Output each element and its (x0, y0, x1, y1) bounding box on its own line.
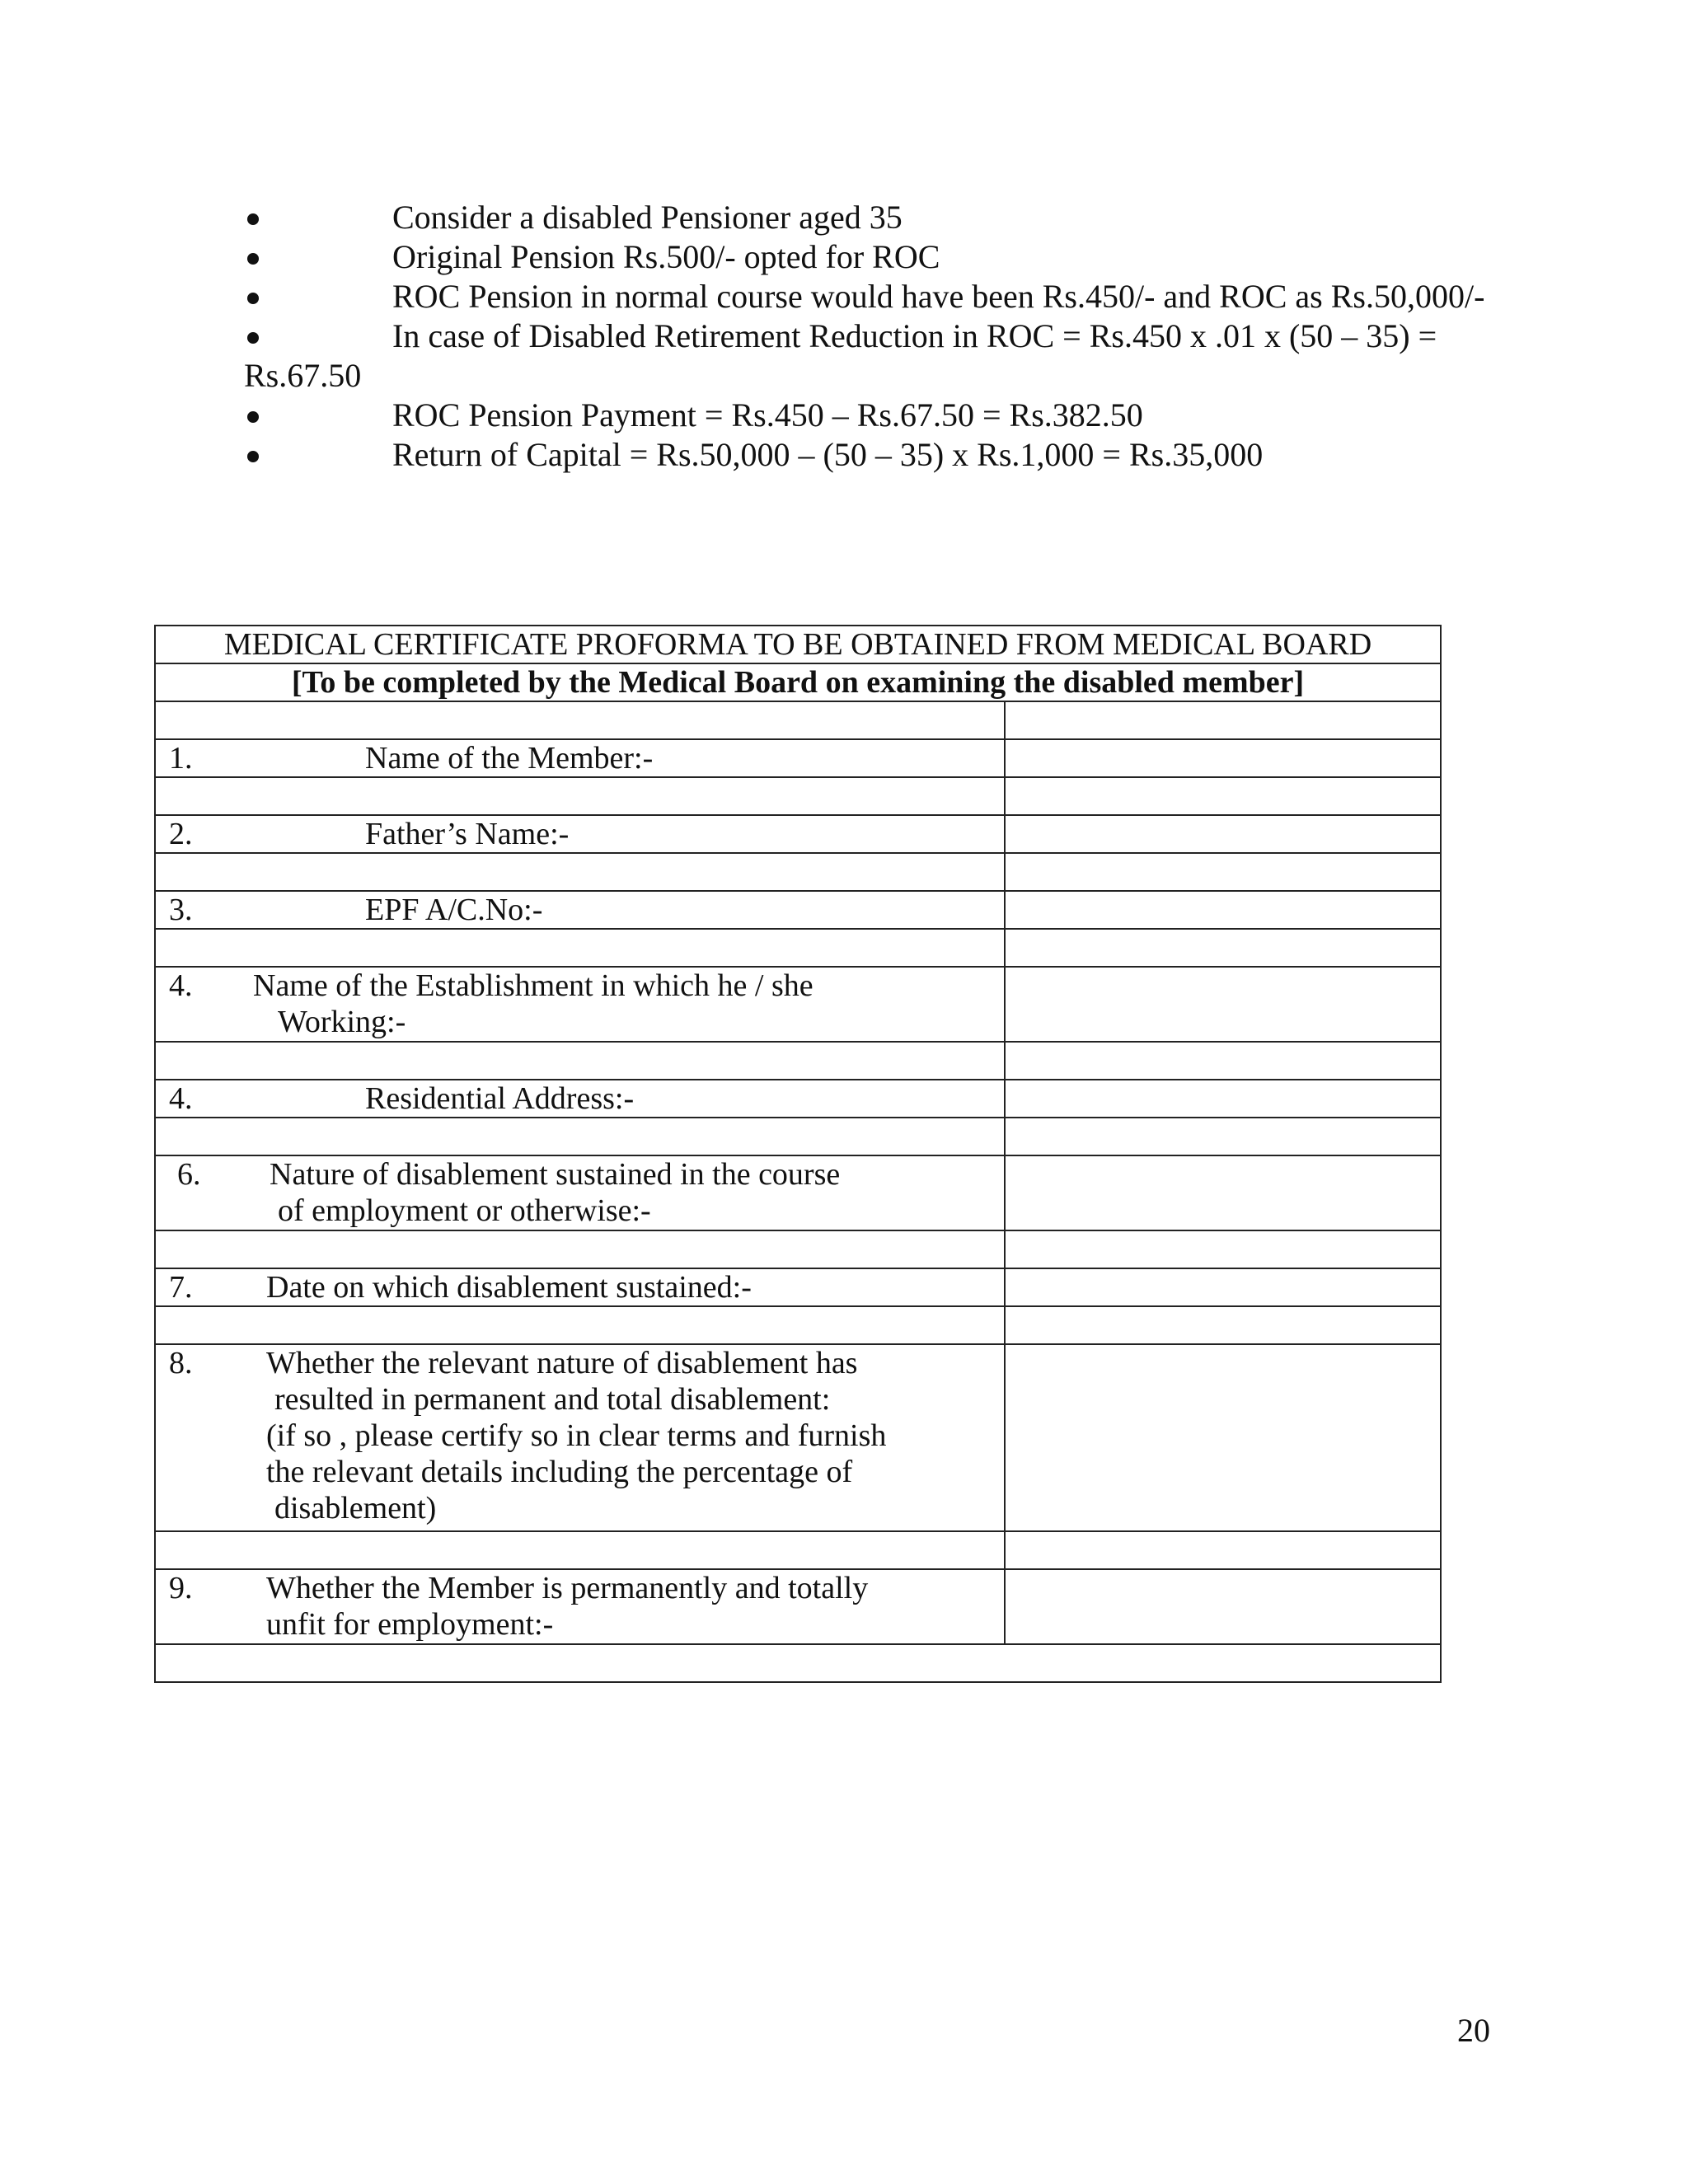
medical-certificate-form (154, 625, 1442, 1683)
member-name-field[interactable] (1005, 739, 1441, 777)
disablement-date-field[interactable] (1005, 1268, 1441, 1306)
item-number: 2. (169, 817, 193, 851)
form-label-cell (155, 815, 1005, 853)
form-label-cell (155, 1080, 1005, 1118)
item-label: Whether the relevant nature of disablement has (266, 1346, 858, 1380)
bullet-icon (247, 411, 259, 423)
form-row-nature-of-disablement (155, 1155, 1441, 1230)
item-label: Name of the Establishment in which he / she (253, 968, 814, 1003)
item-number: 6. (177, 1157, 201, 1192)
form-title: MEDICAL CERTIFICATE PROFORMA TO BE OBTAINED FROM MEDICAL BOARD (155, 626, 1441, 663)
item-label-continued: disablement) (274, 1491, 437, 1526)
bullet-icon (247, 213, 259, 225)
item-label-continued: resulted in permanent and total disablement: (274, 1382, 831, 1417)
bullet-icon (247, 253, 259, 265)
item-number: 7. (169, 1270, 193, 1305)
calculation-bullet-list (244, 198, 1530, 475)
blank-row (155, 853, 1441, 891)
form-row-permanent-disablement (155, 1344, 1441, 1531)
item-label-continued: of employment or otherwise:- (278, 1193, 651, 1228)
blank-row (155, 701, 1441, 739)
epf-account-field[interactable] (1005, 891, 1441, 929)
bullet-text: ROC Pension in normal course would have been Rs.450/- and ROC as Rs.50,000/- (392, 278, 1485, 315)
form-label-cell (155, 739, 1005, 777)
bullet-item (244, 435, 1530, 475)
form-label-cell (155, 967, 1005, 1042)
item-label: Residential Address:- (365, 1081, 635, 1116)
blank-row (155, 929, 1441, 967)
form-label-cell (155, 1155, 1005, 1230)
form-row-unfit-for-employment (155, 1569, 1441, 1644)
bullet-icon (247, 451, 259, 462)
form-label-cell (155, 891, 1005, 929)
permanent-disablement-field[interactable] (1005, 1344, 1441, 1531)
form-title-row (155, 626, 1441, 663)
nature-of-disablement-field[interactable] (1005, 1155, 1441, 1230)
item-label-continued: Working:- (278, 1005, 406, 1039)
bullet-text: In case of Disabled Retirement Reduction in ROC = Rs.450 x .01 x (50 – 35) = (392, 317, 1437, 354)
item-label-continued: unfit for employment:- (266, 1607, 554, 1642)
item-number: 9. (169, 1571, 193, 1605)
bullet-text: Consider a disabled Pensioner aged 35 (392, 199, 903, 236)
item-label: EPF A/C.No:- (365, 893, 543, 927)
bullet-item (244, 316, 1530, 396)
father-name-field[interactable] (1005, 815, 1441, 853)
form-row-member-name (155, 739, 1441, 777)
item-number: 4. (169, 1081, 193, 1116)
blank-row (155, 1306, 1441, 1344)
blank-row (155, 777, 1441, 815)
item-label: Date on which disablement sustained:- (266, 1270, 752, 1305)
form-row-epf-account (155, 891, 1441, 929)
form-label-cell (155, 1569, 1005, 1644)
blank-row (155, 1042, 1441, 1080)
blank-row (155, 1230, 1441, 1268)
item-number: 1. (169, 741, 193, 776)
bullet-continuation-text: Rs.67.50 (244, 357, 362, 394)
item-label-continued: (if so , please certify so in clear terms and furnish (266, 1418, 887, 1453)
form-subtitle: [To be completed by the Medical Board on examining the disabled member] (155, 663, 1441, 701)
bullet-item (244, 198, 1530, 237)
item-label-continued: the relevant details including the percentage of (266, 1455, 853, 1489)
establishment-field[interactable] (1005, 967, 1441, 1042)
item-number: 8. (169, 1346, 193, 1380)
form-label-cell (155, 1344, 1005, 1531)
form-row-father-name (155, 815, 1441, 853)
residential-address-field[interactable] (1005, 1080, 1441, 1118)
item-label: Whether the Member is permanently and totally (266, 1571, 869, 1605)
item-number: 4. (169, 968, 193, 1003)
bullet-text: Return of Capital = Rs.50,000 – (50 – 35) x Rs.1,000 = Rs.35,000 (392, 436, 1264, 473)
item-label: Name of the Member:- (365, 741, 654, 776)
form-row-residential-address (155, 1080, 1441, 1118)
item-label: Father’s Name:- (365, 817, 570, 851)
form-row-establishment (155, 967, 1441, 1042)
bullet-text: Original Pension Rs.500/- opted for ROC (392, 238, 940, 275)
bullet-item (244, 277, 1530, 316)
item-label: Nature of disablement sustained in the course (270, 1157, 841, 1192)
page-number: 20 (1457, 2012, 1490, 2049)
bullet-item (244, 396, 1530, 435)
form-subtitle-row (155, 663, 1441, 701)
blank-row (155, 1531, 1441, 1569)
bullet-item (244, 237, 1530, 277)
blank-row (155, 1118, 1441, 1155)
blank-row (155, 1644, 1441, 1682)
bullet-icon (247, 332, 259, 344)
form-label-cell (155, 1268, 1005, 1306)
unfit-for-employment-field[interactable] (1005, 1569, 1441, 1644)
form-row-disablement-date (155, 1268, 1441, 1306)
bullet-icon (247, 293, 259, 304)
bullet-text: ROC Pension Payment = Rs.450 – Rs.67.50 = Rs.382.50 (392, 396, 1143, 434)
item-number: 3. (169, 893, 193, 927)
